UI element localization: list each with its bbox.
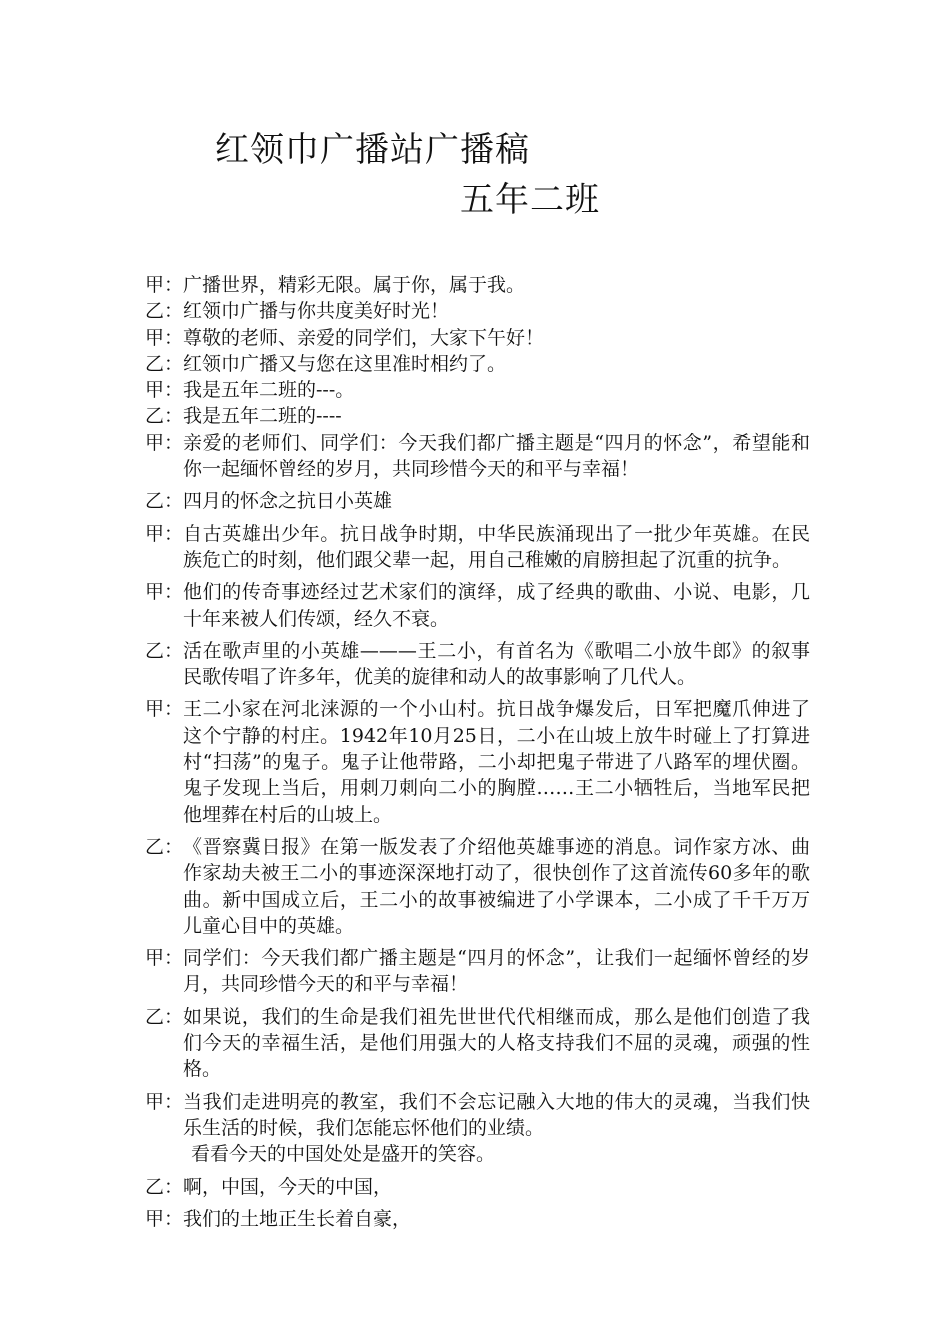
- speaker-label: 乙：: [145, 405, 184, 428]
- speaker-label: 甲：: [145, 1090, 184, 1113]
- line-text: 广播世界，精彩无限。属于你，属于我。: [183, 274, 526, 296]
- script-line: [145, 579, 810, 632]
- speaker-label: 乙：: [145, 490, 184, 513]
- script-line: [145, 403, 810, 429]
- line-text: 活在歌声里的小英雄———王二小，有首名为《歌唱二小放牛郎》的叙事民歌传唱了许多年，优美的旋律和动人的故事影响了几代人。: [183, 639, 810, 689]
- script-line: [145, 430, 810, 483]
- speaker-label: 甲：: [145, 431, 184, 454]
- script-line: [145, 696, 810, 827]
- speaker-label: 甲：: [145, 326, 184, 349]
- script-line: [145, 325, 810, 351]
- speaker-label: 乙：: [145, 352, 184, 375]
- document-subtitle: 五年二班: [460, 180, 600, 220]
- script-line: [145, 351, 810, 377]
- line-text: 王二小家在河北涞源的一个小山村。抗日战争爆发后，日军把魔爪伸进了这个宁静的村庄。1942年10月25日，二小在山坡上放牛时碰上了打算进村“扫荡”的鬼子。鬼子让他带路，二小却把鬼子带进了八路军的埋伏圈。鬼子发现上当后，用刺刀刺向二小的胸膛……王二小牺牲后，当地军民把他埋葬在村后的山坡上。: [183, 698, 810, 826]
- line-text: 自古英雄出少年。抗日战争时期，中华民族涌现出了一批少年英雄。在民族危亡的时刻，他们跟父辈一起，用自己稚嫩的肩膀担起了沉重的抗争。: [183, 522, 810, 571]
- script-line: [145, 377, 810, 403]
- script-line: [145, 521, 810, 574]
- speaker-label: 甲：: [145, 698, 184, 721]
- speaker-label: 乙：: [145, 835, 184, 858]
- line-text: 我是五年二班的----: [183, 405, 342, 428]
- speaker-label: 甲：: [145, 581, 184, 604]
- line-text: 我们的土地正生长着自豪，: [183, 1207, 412, 1230]
- line-text: 我是五年二班的---。: [183, 379, 355, 402]
- line-text: 如果说，我们的生命是我们祖先世世代代相继而成，那么是他们创造了我们今天的幸福生活，是他们用强大的人格支持我们不屈的灵魂，顽强的性格。: [183, 1005, 810, 1081]
- script-line: [145, 1174, 810, 1200]
- line-text: 亲爱的老师们、同学们：今天我们都广播主题是“四月的怀念”，希望能和你一起缅怀曾经的岁月，共同珍惜今天的和平与幸福！: [183, 431, 810, 481]
- line-text: 他们的传奇事迹经过艺术家们的演绎，成了经典的歌曲、小说、电影，几十年来被人们传颂，经久不衰。: [183, 581, 810, 630]
- document-title: 红领巾广播站广播稿: [215, 130, 530, 170]
- line-text: 看看今天的中国处处是盛开的笑容。: [191, 1143, 496, 1166]
- script-line: [145, 945, 810, 998]
- speaker-label: 乙：: [145, 300, 184, 323]
- line-text: 《晋察冀日报》在第一版发表了介绍他英雄事迹的消息。词作家方冰、曲作家劫夫被王二小的事迹深深地打动了，很快创作了这首流传60多年的歌曲。新中国成立后，王二小的故事被编进了小学课本，二小成了千千万万儿童心目中的英雄。: [183, 835, 810, 937]
- broadcast-script: [145, 272, 810, 1232]
- speaker-label: 甲：: [145, 947, 184, 970]
- speaker-label: 乙：: [145, 1175, 184, 1198]
- speaker-label: 乙：: [145, 639, 184, 662]
- line-text: 四月的怀念之抗日小英雄: [183, 490, 393, 513]
- script-line: [145, 298, 810, 324]
- script-line: [145, 1206, 810, 1232]
- line-text: 红领巾广播又与您在这里准时相约了。: [183, 352, 507, 375]
- speaker-label: 甲：: [145, 379, 184, 402]
- line-text: 尊敬的老师、亲爱的同学们，大家下午好！: [183, 326, 545, 349]
- script-line: [145, 638, 810, 691]
- speaker-label: 甲：: [145, 522, 184, 545]
- script-line: [145, 1089, 810, 1142]
- speaker-label: 乙：: [145, 1005, 184, 1028]
- line-text: 当我们走进明亮的教室，我们不会忘记融入大地的伟大的灵魂，当我们快乐生活的时候，我们怎能忘怀他们的业绩。: [183, 1090, 810, 1139]
- script-line: [145, 834, 810, 939]
- script-line: [145, 272, 810, 298]
- script-line: [145, 488, 810, 514]
- speaker-label: 甲：: [145, 1207, 184, 1230]
- script-line: [145, 1004, 810, 1083]
- line-text: 红领巾广播与你共度美好时光！: [183, 300, 450, 323]
- line-text: 同学们：今天我们都广播主题是“四月的怀念”，让我们一起缅怀曾经的岁月，共同珍惜今天的和平与幸福！: [183, 947, 810, 996]
- script-line: [145, 1141, 810, 1167]
- line-text: 啊，中国，今天的中国，: [183, 1175, 393, 1198]
- speaker-label: 甲：: [145, 274, 184, 296]
